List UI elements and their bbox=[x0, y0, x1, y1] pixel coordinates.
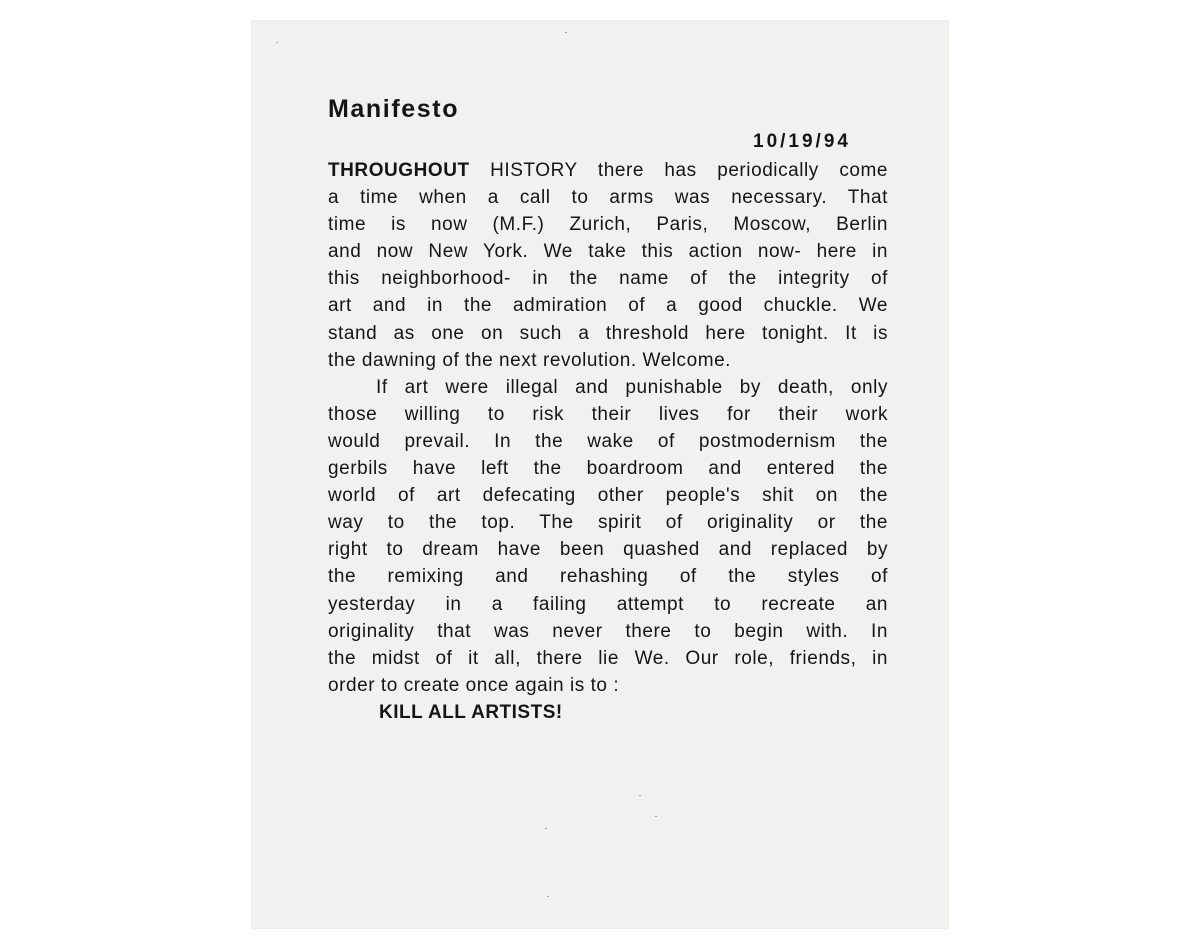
document-date: 10/19/94 bbox=[753, 131, 851, 152]
paper-speck bbox=[655, 816, 657, 817]
paragraph-2 bbox=[328, 374, 888, 699]
paragraph-line: and now New York. We take this action now- here in bbox=[328, 241, 888, 263]
line-text: HISTORY there has periodically come bbox=[469, 160, 888, 181]
paragraph-line: gerbils have left the boardroom and entered the bbox=[328, 458, 888, 480]
closing-slogan: KILL ALL ARTISTS! bbox=[379, 701, 563, 723]
paragraph-line: order to create once again is to : bbox=[328, 674, 620, 696]
paragraph-line: originality that was never there to begin with. In bbox=[328, 620, 888, 642]
paragraph-line: way to the top. The spirit of originality or the bbox=[328, 512, 888, 534]
paragraph-line: would prevail. In the wake of postmodernism the bbox=[328, 430, 888, 452]
paragraph-line: time is now (M.F.) Zurich, Paris, Moscow, Berlin bbox=[328, 214, 888, 236]
paragraph-line: right to dream have been quashed and replaced by bbox=[328, 539, 888, 561]
paragraph-line: a time when a call to arms was necessary. That bbox=[328, 187, 888, 209]
paper-speck bbox=[547, 896, 549, 897]
document-body bbox=[328, 157, 888, 726]
paragraph-line: the remixing and rehashing of the styles of bbox=[328, 566, 888, 588]
paragraph-line: stand as one on such a threshold here tonight. It is bbox=[328, 322, 888, 344]
paper-speck bbox=[276, 42, 278, 43]
paragraph-line: those willing to risk their lives for their work bbox=[328, 403, 888, 425]
paragraph-line: yesterday in a failing attempt to recreate an bbox=[328, 593, 888, 615]
paragraph-line: this neighborhood- in the name of the integrity of bbox=[328, 268, 888, 290]
paragraph-1 bbox=[328, 157, 888, 374]
document-page bbox=[251, 20, 949, 929]
paper-speck bbox=[639, 795, 641, 796]
document-title: Manifesto bbox=[328, 95, 460, 123]
paragraph-line bbox=[328, 157, 888, 184]
paragraph-line: the dawning of the next revolution. Welcome. bbox=[328, 349, 732, 371]
paper-speck bbox=[545, 828, 547, 829]
paragraph-line: art and in the admiration of a good chuckle. We bbox=[328, 295, 888, 317]
paragraph-line: If art were illegal and punishable by death, only bbox=[376, 376, 888, 398]
paper-speck bbox=[565, 32, 567, 33]
lead-word: THROUGHOUT bbox=[328, 160, 470, 181]
paragraph-line: world of art defecating other people's shit on the bbox=[328, 485, 888, 507]
paragraph-line: the midst of it all, there lie We. Our role, friends, in bbox=[328, 647, 888, 669]
